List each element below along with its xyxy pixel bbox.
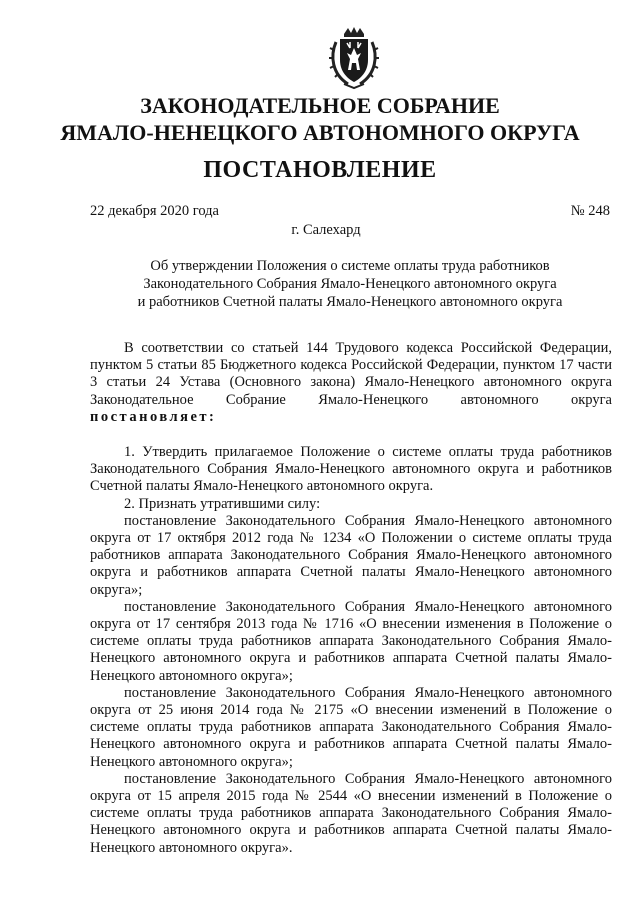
subject-line-2: Законодательного Собрания Ямало-Ненецкого автономного округа — [143, 276, 557, 292]
document-subject — [90, 257, 610, 311]
repealed-decree-3: постановление Законодательного Собрания Ямало-Ненецкого автономного округа от 25 июня 2014 года № 2175 «О внесении изменений в Положение о системе оплаты труда работников аппарата Законодательного Собрания Ямало-Ненецкого автономного округа и работников аппарата Счетной палаты Ямало-Ненецкого автономного округа»; — [90, 684, 612, 770]
preamble-text: В соответствии со статьей 144 Трудового кодекса Российской Федерации, пунктом 5 статьи 85 Бюджетного кодекса Российской Федерации, пунктом 17 части 3 статьи 24 Устава (Основного закона) Ямало-Ненецкого автономного округа Законодательное Собрание Ямало-Ненецкого автономного округа — [90, 340, 612, 408]
subject-line-1: Об утверждении Положения о системе оплаты труда работников — [150, 258, 550, 274]
document-body — [90, 340, 612, 857]
subject-line-3: и работников Счетной палаты Ямало-Ненецкого автономного округа — [137, 294, 563, 310]
document-number: № 248 — [570, 203, 610, 219]
item-1-paragraph: 1. Утвердить прилагаемое Положение о системе оплаты труда работников Законодательного Собрания Ямало-Ненецкого автономного округа и работников Счетной палаты Ямало-Ненецкого автономного округа. — [90, 444, 612, 495]
org-line-1: ЗАКОНОДАТЕЛЬНОЕ СОБРАНИЕ — [140, 93, 500, 118]
repealed-decree-4: постановление Законодательного Собрания Ямало-Ненецкого автономного округа от 15 апреля 2015 года № 2544 «О внесении изменений в Положение о системе оплаты труда работников аппарата Законодательного Собрания Ямало-Ненецкого автономного округа и работников аппарата Счетной палаты Ямало-Ненецкого автономного округа». — [90, 770, 612, 856]
preamble-paragraph — [90, 340, 612, 426]
decree-word: постановляет: — [90, 408, 217, 425]
document-date: 22 декабря 2020 года — [90, 203, 219, 219]
repealed-decree-1: постановление Законодательного Собрания Ямало-Ненецкого автономного округа от 17 октября 2012 года № 1234 «О Положении о системе оплаты труда работников аппарата Законодательного Собрания Ямало-Ненецкого автономного округа и работников аппарата Счетной палаты Ямало-Ненецкого автономного округа»; — [90, 512, 612, 598]
org-line-2: ЯМАЛО-НЕНЕЦКОГО АВТОНОМНОГО ОКРУГА — [60, 120, 580, 145]
repealed-decree-2: постановление Законодательного Собрания Ямало-Ненецкого автономного округа от 17 сентября 2013 года № 1716 «О внесении изменения в Положение о системе оплаты труда работников аппарата Законодательного Собрания Ямало-Ненецкого автономного округа и работников аппарата Счетной палаты Ямало-Ненецкого автономного округа»; — [90, 598, 612, 684]
document-city: г. Салехард — [291, 222, 361, 238]
document-type-title: ПОСТАНОВЛЕНИЕ — [203, 157, 437, 183]
item-2-paragraph: 2. Признать утратившими силу: — [124, 495, 321, 512]
organization-name — [40, 92, 600, 146]
coat-of-arms-icon — [326, 26, 382, 90]
